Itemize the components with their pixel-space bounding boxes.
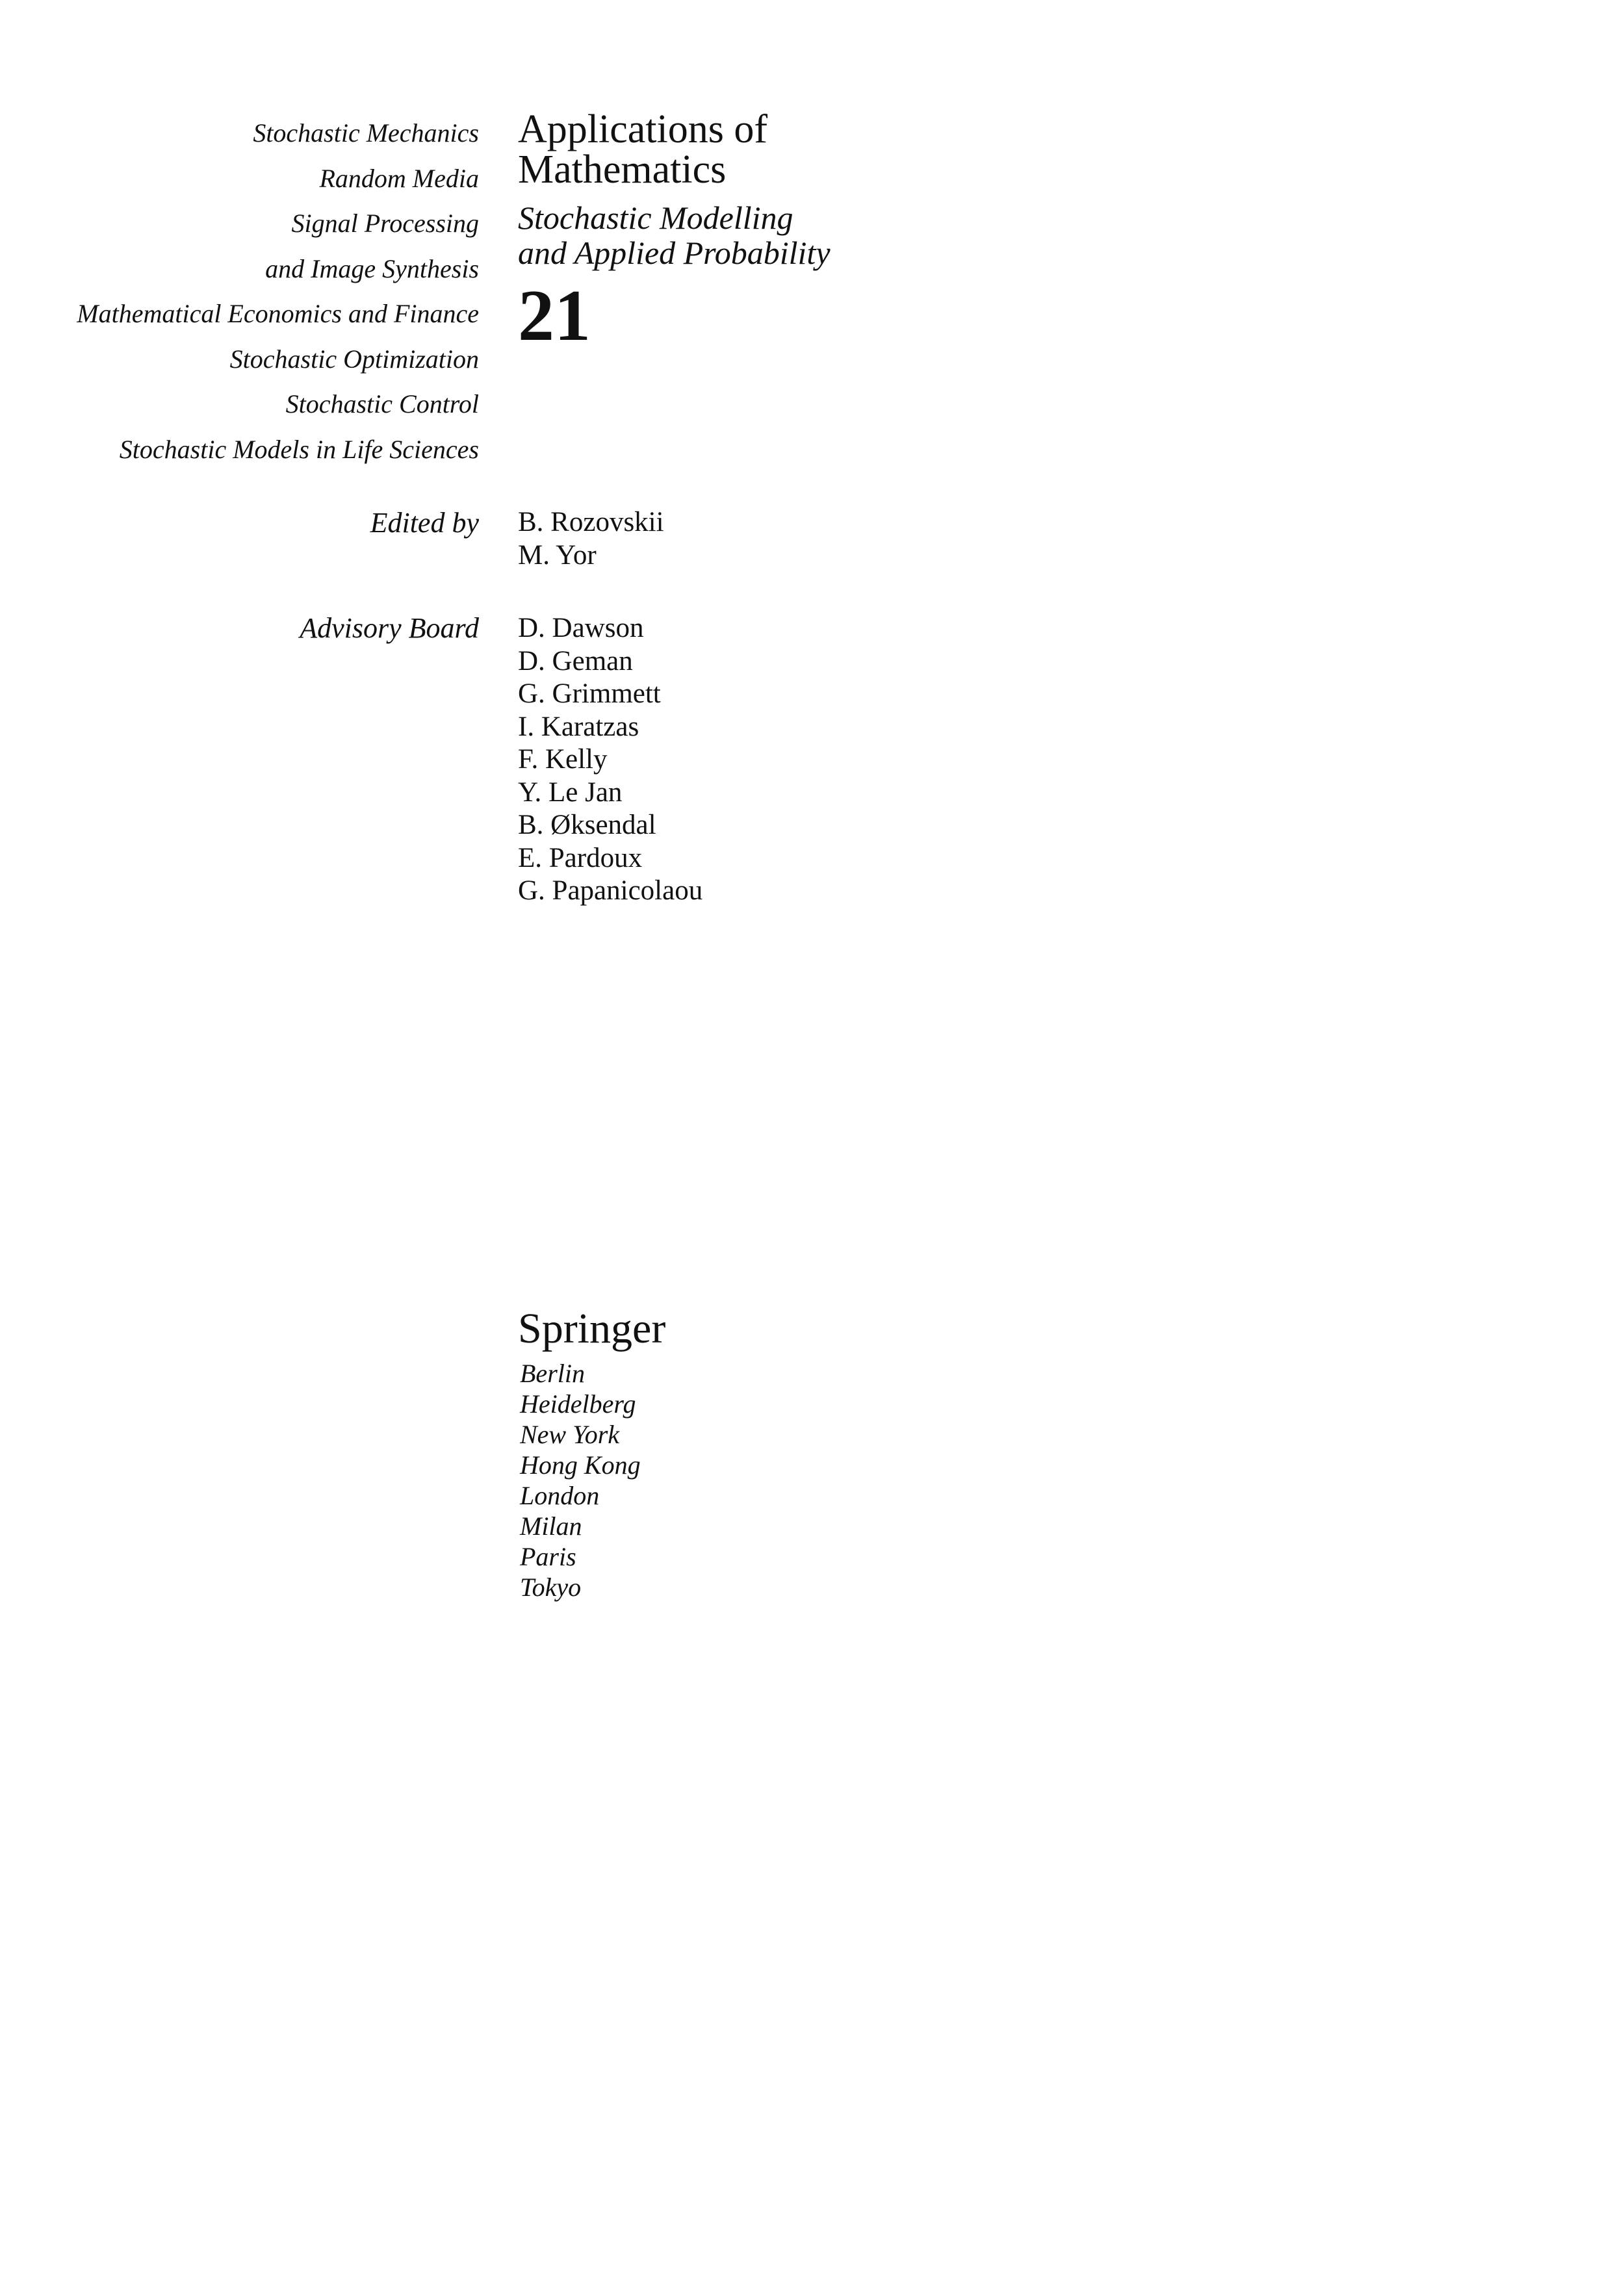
topic-item: Stochastic Control <box>285 389 479 418</box>
advisory-board-label: Advisory Board <box>300 612 479 644</box>
series-title-line: Applications of <box>518 107 767 151</box>
series-title-line: Mathematics <box>518 148 727 192</box>
advisory-member: Y. Le Jan <box>518 777 623 808</box>
advisory-member: I. Karatzas <box>518 711 639 742</box>
volume-number: 21 <box>518 276 591 356</box>
editor-name: B. Rozovskii <box>518 507 664 537</box>
publisher-city: Hong Kong <box>520 1450 641 1480</box>
advisory-member: E. Pardoux <box>518 842 643 873</box>
publisher-city: London <box>520 1481 600 1510</box>
publisher-city: Paris <box>520 1542 576 1571</box>
topic-item: Stochastic Optimization <box>229 344 479 374</box>
topic-item: Signal Processing <box>291 209 479 238</box>
topic-item: Random Media <box>319 163 479 193</box>
advisory-member: F. Kelly <box>518 744 608 775</box>
advisory-member: G. Papanicolaou <box>518 875 703 906</box>
publisher-city: Tokyo <box>520 1573 582 1602</box>
publisher-city: New York <box>520 1420 620 1449</box>
series-topics-list <box>77 110 479 472</box>
topic-item: Stochastic Mechanics <box>253 118 479 148</box>
publisher-cities-list <box>520 1358 641 1602</box>
series-title <box>518 109 767 190</box>
topic-item: Stochastic Models in Life Sciences <box>119 434 479 464</box>
editors-list <box>518 506 664 572</box>
series-subtitle-line: and Applied Probability <box>518 235 831 271</box>
publisher-city: Milan <box>520 1511 582 1541</box>
series-subtitle <box>518 200 831 270</box>
advisory-member: B. Øksendal <box>518 810 656 840</box>
advisory-member: D. Dawson <box>518 613 644 643</box>
topic-item: and Image Synthesis <box>265 253 479 283</box>
topic-item: Mathematical Economics and Finance <box>77 299 479 328</box>
publisher-name: Springer <box>518 1305 666 1352</box>
editor-name: M. Yor <box>518 540 597 571</box>
publisher-city: Heidelberg <box>520 1389 636 1419</box>
publisher-city: Berlin <box>520 1359 585 1388</box>
advisory-member: D. Geman <box>518 645 633 676</box>
advisory-member: G. Grimmett <box>518 678 661 709</box>
advisory-board-list <box>518 612 702 908</box>
series-subtitle-line: Stochastic Modelling <box>518 199 793 236</box>
edited-by-label: Edited by <box>370 507 479 539</box>
